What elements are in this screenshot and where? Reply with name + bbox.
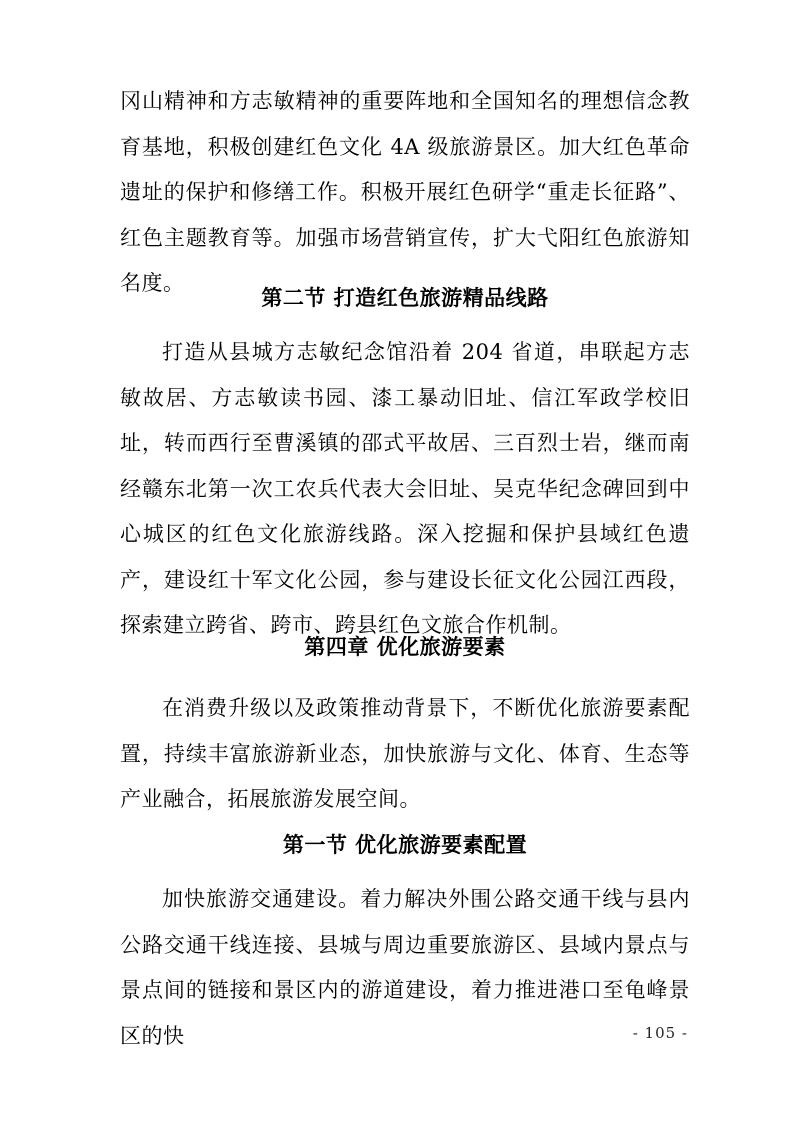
paragraph-tourism-transport: 加快旅游交通建设。着力解决外围公路交通干线与县内公路交通干线连接、县城与周边重要旅游区、县域内景点与景点间的链接和景区内的游道建设，着力推进港口至龟峰景区的快 [120, 887, 690, 1048]
chapter-heading-optimize-tourism: 第四章 优化旅游要素 [304, 635, 506, 659]
section-heading-optimize-elements: 第一节 优化旅游要素配置 [282, 832, 528, 857]
paragraph-red-tourism-route: 打造从县城方志敏纪念馆沿着 204 省道，串联起方志敏故居、方志敏读书园、漆工暴动旧址、信江军政学校旧址，转而西行至曹溪镇的邵式平故居、三百烈士岩，继而南经赣东北第一次工农兵代表大会旧址、吴克华纪念碑回到中心城区的红色文化旅游线路。深入挖掘和保护县域红色遗产，建设红十军文化公园，参与建设长征文化公园江西段，探索建立跨省、跨市、跨县红色文旅合作机制。 [120, 340, 690, 637]
page-number: - 105 - [632, 1024, 688, 1042]
paragraph-chapter-intro: 在消费升级以及政策推动背景下，不断优化旅游要素配置，持续丰富旅游新业态，加快旅游与文化、体育、生态等产业融合，拓展旅游发展空间。 [120, 696, 690, 811]
section-heading-red-tourism-route: 第二节 打造红色旅游精品线路 [261, 285, 549, 310]
paragraph-red-culture-continued: 冈山精神和方志敏精神的重要阵地和全国知名的理想信念教育基地，积极创建红色文化 4A 级旅游景区。加大红色革命遗址的保护和修缮工作。积极开展红色研学“重走长征路”、红色主题教育等。加强市场营销宣传，扩大弋阳红色旅游知名度。 [120, 89, 690, 295]
